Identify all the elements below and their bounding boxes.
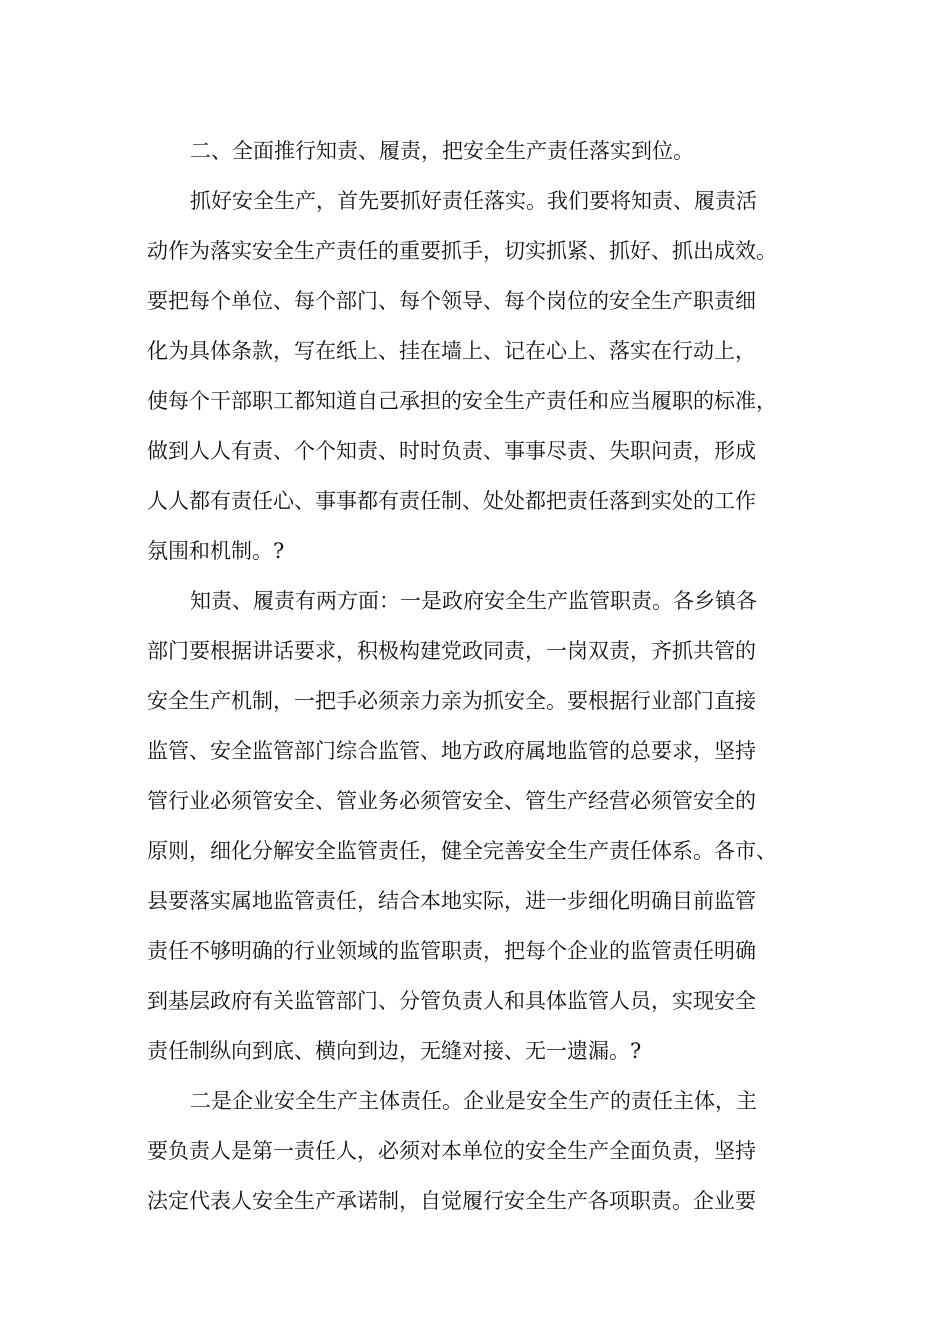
paragraph-line: 县要落实属地监管责任，结合本地实际，进一步细化明确目前监管 (147, 889, 756, 913)
paragraph-line: 部门要根据讲话要求，积极构建党政同责，一岗双责，齐抓共管的 (147, 639, 756, 663)
paragraph-line: 知责、履责有两方面：一是政府安全生产监管职责。各乡镇各 (190, 589, 757, 613)
section-heading: 二、全面推行知责、履责，把安全生产责任落实到位。 (190, 139, 694, 163)
paragraph-line: 要负责人是第一责任人，必须对本单位的安全生产全面负责，坚持 (147, 1139, 756, 1163)
paragraph-line: 责任制纵向到底、横向到边，无缝对接、无一遗漏。? (147, 1039, 642, 1063)
paragraph-line: 责任不够明确的行业领域的监管职责，把每个企业的监管责任明确 (147, 939, 756, 963)
paragraph-line: 使每个干部职工都知道自己承担的安全生产责任和应当履职的标准， (147, 389, 777, 413)
paragraph-line: 化为具体条款，写在纸上、挂在墙上、记在心上、落实在行动上， (147, 339, 756, 363)
paragraph-line: 监管、安全监管部门综合监管、地方政府属地监管的总要求，坚持 (147, 739, 756, 763)
paragraph-line: 安全生产机制，一把手必须亲力亲为抓安全。要根据行业部门直接 (147, 689, 756, 713)
paragraph-line: 要把每个单位、每个部门、每个领导、每个岗位的安全生产职责细 (147, 289, 756, 313)
paragraph-line: 到基层政府有关监管部门、分管负责人和具体监管人员，实现安全 (147, 989, 756, 1013)
paragraph-line: 管行业必须管安全、管业务必须管安全、管生产经营必须管安全的 (147, 789, 756, 813)
paragraph-line: 做到人人有责、个个知责、时时负责、事事尽责、失职问责，形成 (147, 439, 756, 463)
paragraph-line: 氛围和机制。? (147, 539, 285, 563)
paragraph-line: 原则，细化分解安全监管责任，健全完善安全生产责任体系。各市、 (147, 839, 777, 863)
paragraph-line: 人人都有责任心、事事都有责任制、处处都把责任落到实处的工作 (147, 489, 756, 513)
paragraph-line: 二是企业安全生产主体责任。企业是安全生产的责任主体，主 (190, 1089, 757, 1113)
paragraph-line: 抓好安全生产，首先要抓好责任落实。我们要将知责、履责活 (190, 189, 757, 213)
paragraph-line: 动作为落实安全生产责任的重要抓手，切实抓紧、抓好、抓出成效。 (147, 239, 777, 263)
paragraph-line: 法定代表人安全生产承诺制，自觉履行安全生产各项职责。企业要 (147, 1189, 756, 1213)
